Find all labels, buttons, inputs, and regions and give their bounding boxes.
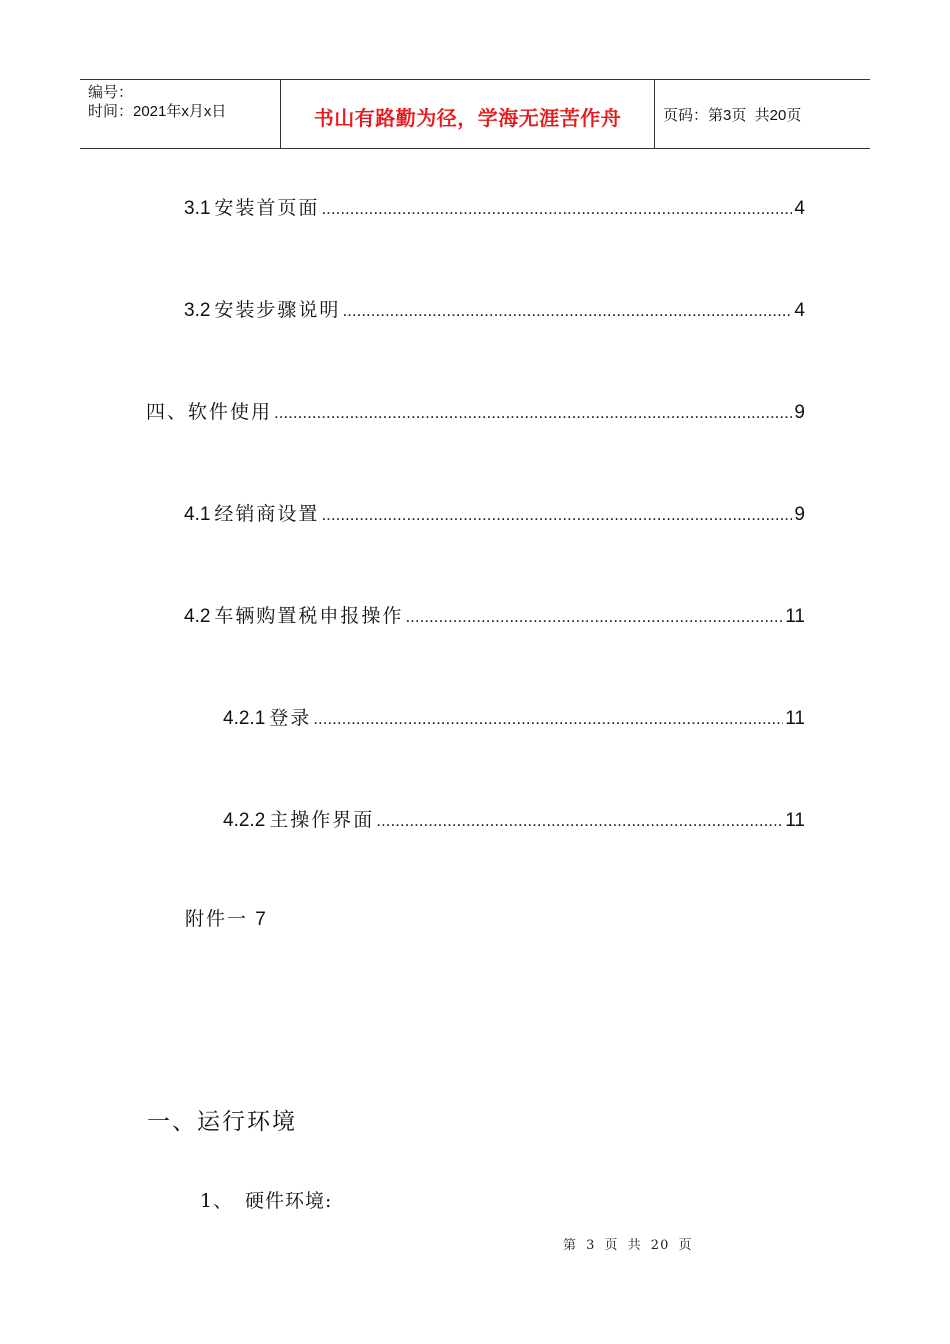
toc-entry-number: 4.2.2 <box>223 810 266 831</box>
subsection-title: 硬件环境: <box>245 1190 333 1212</box>
toc-entry-page: 11 <box>785 810 805 831</box>
toc-entry-title: 四、软件使用 <box>146 402 273 423</box>
subsection-heading <box>200 1186 332 1213</box>
toc-dot-leader <box>376 811 783 831</box>
section-heading: 一、运行环境 <box>147 1109 297 1135</box>
toc-entry[interactable] <box>184 499 805 526</box>
toc-entry-page: 9 <box>794 504 805 525</box>
toc-entry-title: 车辆购置税申报操作 <box>214 606 404 627</box>
toc-entry-title: 主操作界面 <box>269 810 375 831</box>
toc-entry-number: 3.2 <box>184 300 211 321</box>
toc-dot-leader <box>313 709 783 729</box>
toc-entry-title: 安装首页面 <box>214 198 320 219</box>
toc-entry[interactable] <box>146 397 805 424</box>
toc-entry-title: 经销商设置 <box>214 504 320 525</box>
appendix-entry[interactable]: 附件一 7 <box>185 909 268 930</box>
toc-entry-number: 3.1 <box>184 198 211 219</box>
header-page-info: 页码：第3页 共20页 <box>663 106 802 124</box>
toc-entry-page: 4 <box>794 300 805 321</box>
page-header <box>80 79 870 149</box>
toc-dot-leader <box>342 301 792 321</box>
header-motto-cell <box>281 80 655 148</box>
document-time: 时间：2021年x月x日 <box>88 103 227 120</box>
toc-entry-page: 11 <box>785 708 805 729</box>
toc-entry-page: 11 <box>785 606 805 627</box>
toc-dot-leader <box>321 505 792 525</box>
toc-entry-number: 4.2.1 <box>223 708 266 729</box>
toc-entry-title: 登录 <box>269 708 312 729</box>
subsection-number: 1、 <box>200 1190 234 1212</box>
header-page-info-cell <box>655 80 870 148</box>
toc-entry[interactable] <box>223 703 805 730</box>
toc-dot-leader <box>405 607 783 627</box>
toc-entry[interactable] <box>184 193 805 220</box>
toc-dot-leader <box>321 199 792 219</box>
document-number: 编号： <box>88 84 134 101</box>
toc-entry[interactable] <box>184 295 805 322</box>
toc-entry-title: 安装步骤说明 <box>214 300 341 321</box>
header-meta <box>80 80 281 148</box>
toc-entry[interactable] <box>184 601 805 628</box>
header-motto: 书山有路勤为径，学海无涯苦作舟 <box>313 107 622 130</box>
toc-entry-number: 4.2 <box>184 606 211 627</box>
toc-entry-page: 9 <box>794 402 805 423</box>
page-footer: 第 3 页 共 20 页 <box>563 1238 693 1253</box>
toc-dot-leader <box>274 403 792 423</box>
toc-entry-page: 4 <box>794 198 805 219</box>
toc-entry[interactable] <box>223 805 805 832</box>
toc-entry-number: 4.1 <box>184 504 211 525</box>
